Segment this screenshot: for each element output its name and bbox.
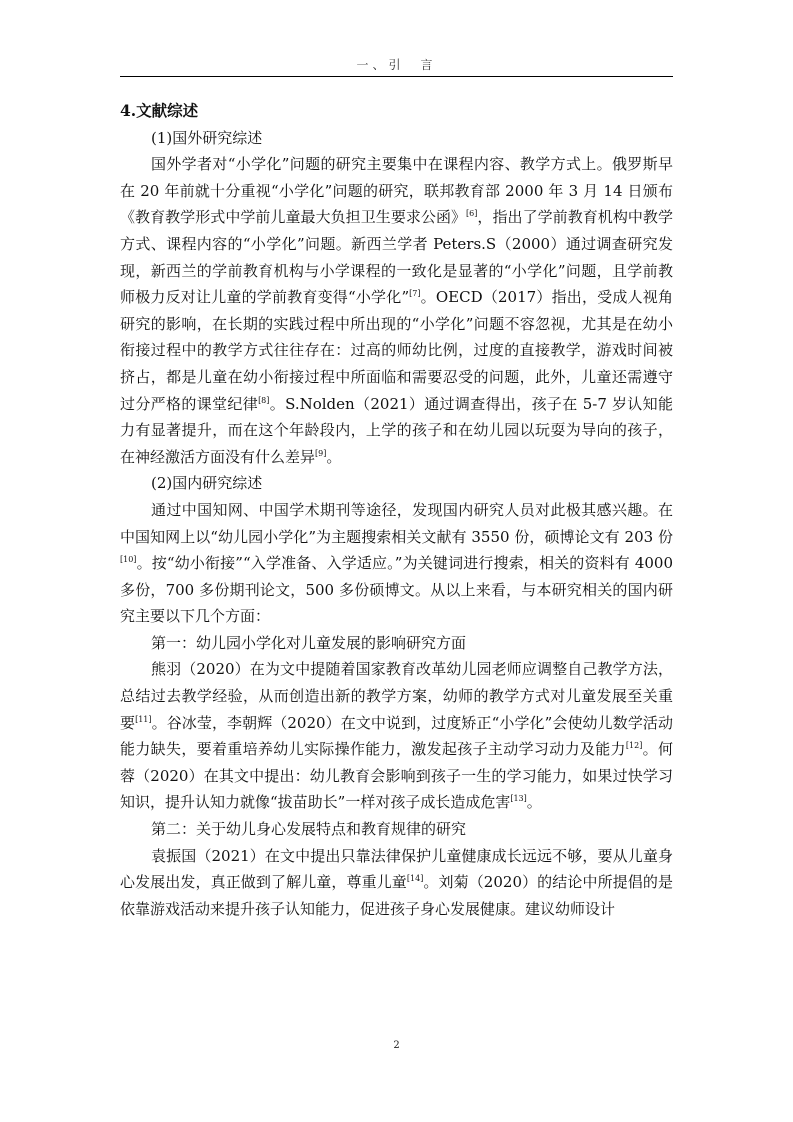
- point-first-heading: 第一：幼儿园小学化对儿童发展的影响研究方面: [151, 633, 467, 652]
- paragraph-first-point: [120, 656, 673, 816]
- paragraph-domestic-research: [120, 497, 673, 630]
- text-run: 国外学者对“小学化”问题的研究主要集中在课程内容、教学方式上。俄罗斯早在 20 年前就十分重视“小学化”问题的研究，联邦教育部 2000 年 3 月 14 日颁布《教育教学形式中学前儿童最大负担卫生要求公函》: [120, 155, 673, 227]
- citation-ref: [7]: [409, 289, 421, 299]
- text-run: 熊羽（2020）在为文中提随着国家教育改革幼儿园老师应调整自己教学方法，总结过去教学经验，从而创造出新的教学方案，幼师的教学方式对儿童发展至关重要: [120, 660, 673, 732]
- body-content: [120, 98, 673, 922]
- citation-ref: [14]: [406, 874, 424, 884]
- text-run: 。刘菊（2020）的结论中所提倡的是依靠游戏活动来提升孩子认知能力，促进孩子身心发展健康。建议幼师设计: [120, 873, 673, 918]
- point-second-heading: 第二：关于幼儿身心发展特点和教育规律的研究: [151, 820, 467, 839]
- text-run: 。: [526, 793, 542, 812]
- subheading-foreign: (1)国外研究综述: [151, 128, 263, 147]
- text-run: 。按“幼小衔接”“入学准备、入学适应。”为关键词进行搜索，相关的资料有 4000 多份，700 多份期刊论文，500 多份硕博文。从以上来看，与本研究相关的国内研究主要以下几个方面：: [120, 554, 673, 626]
- text-run: ，指出了学前教育机构中教学方式、课程内容的“小学化”问题。新西兰学者 Peters.S（2000）通过调查研究发现，新西兰的学前教育机构与小学课程的一致化是显著的“小学化”问题，且学前教师极力反对让儿童的学前教育变得“小学化”: [120, 208, 673, 307]
- citation-ref: [6]: [466, 209, 478, 219]
- citation-ref: [12]: [625, 741, 643, 751]
- text-run: 通过中国知网、中国学术期刊等途径，发现国内研究人员对此极其感兴趣。在中国知网上以“幼儿园小学化”为主题搜索相关文献有 3550 份，硕博论文有 203 份: [120, 500, 673, 546]
- text-run: 。谷冰莹，李朝辉（2020）在文中说到，过度矫正“小学化”会使幼儿数学活动能力缺失，要着重培养幼儿实际操作能力，激发起孩子主动学习动力及能力: [120, 713, 673, 759]
- running-header: 一、引 言: [120, 56, 673, 77]
- text-run: 袁振国（2021）在文中提出只靠法律保护儿童健康成长远远不够，要从儿童身心发展出发，真正做到了解儿童，尊重儿童: [120, 846, 673, 892]
- section-heading: 4.文献综述: [120, 101, 199, 120]
- citation-ref: [13]: [510, 794, 527, 804]
- citation-ref: [11]: [135, 714, 152, 724]
- subheading-domestic: (2)国内研究综述: [151, 474, 263, 493]
- paragraph-foreign-research: [120, 151, 673, 470]
- paragraph-second-point: [120, 843, 673, 923]
- text-run: 。: [326, 447, 342, 466]
- page-number: 2: [393, 1040, 400, 1051]
- text-run: 。何蓉（2020）在其文中提出：幼儿教育会影响到孩子一生的学习能力，如果过快学习知识，提升认知力就像“拔苗助长”一样对孩子成长造成危害: [120, 740, 673, 812]
- citation-ref: [9]: [315, 448, 327, 458]
- text-run: 。S.Nolden（2021）通过调查得出，孩子在 5-7 岁认知能力有显著提升，而在这个年龄段内，上学的孩子和在幼儿园以玩耍为导向的孩子，在神经激活方面没有什么差异: [120, 394, 673, 466]
- citation-ref: [8]: [258, 395, 270, 405]
- citation-ref: [10]: [120, 555, 137, 565]
- text-run: 。OECD（2017）指出，受成人视角研究的影响，在长期的实践过程中所出现的“小学化”问题不容忽视，尤其是在幼小衔接过程中的教学方式往往存在：过高的师幼比例，过度的直接教学，游戏时间被挤占，都是儿童在幼小衔接过程中所面临和需要忍受的问题，此外，儿童还需遵守过分严格的课堂纪律: [120, 288, 673, 413]
